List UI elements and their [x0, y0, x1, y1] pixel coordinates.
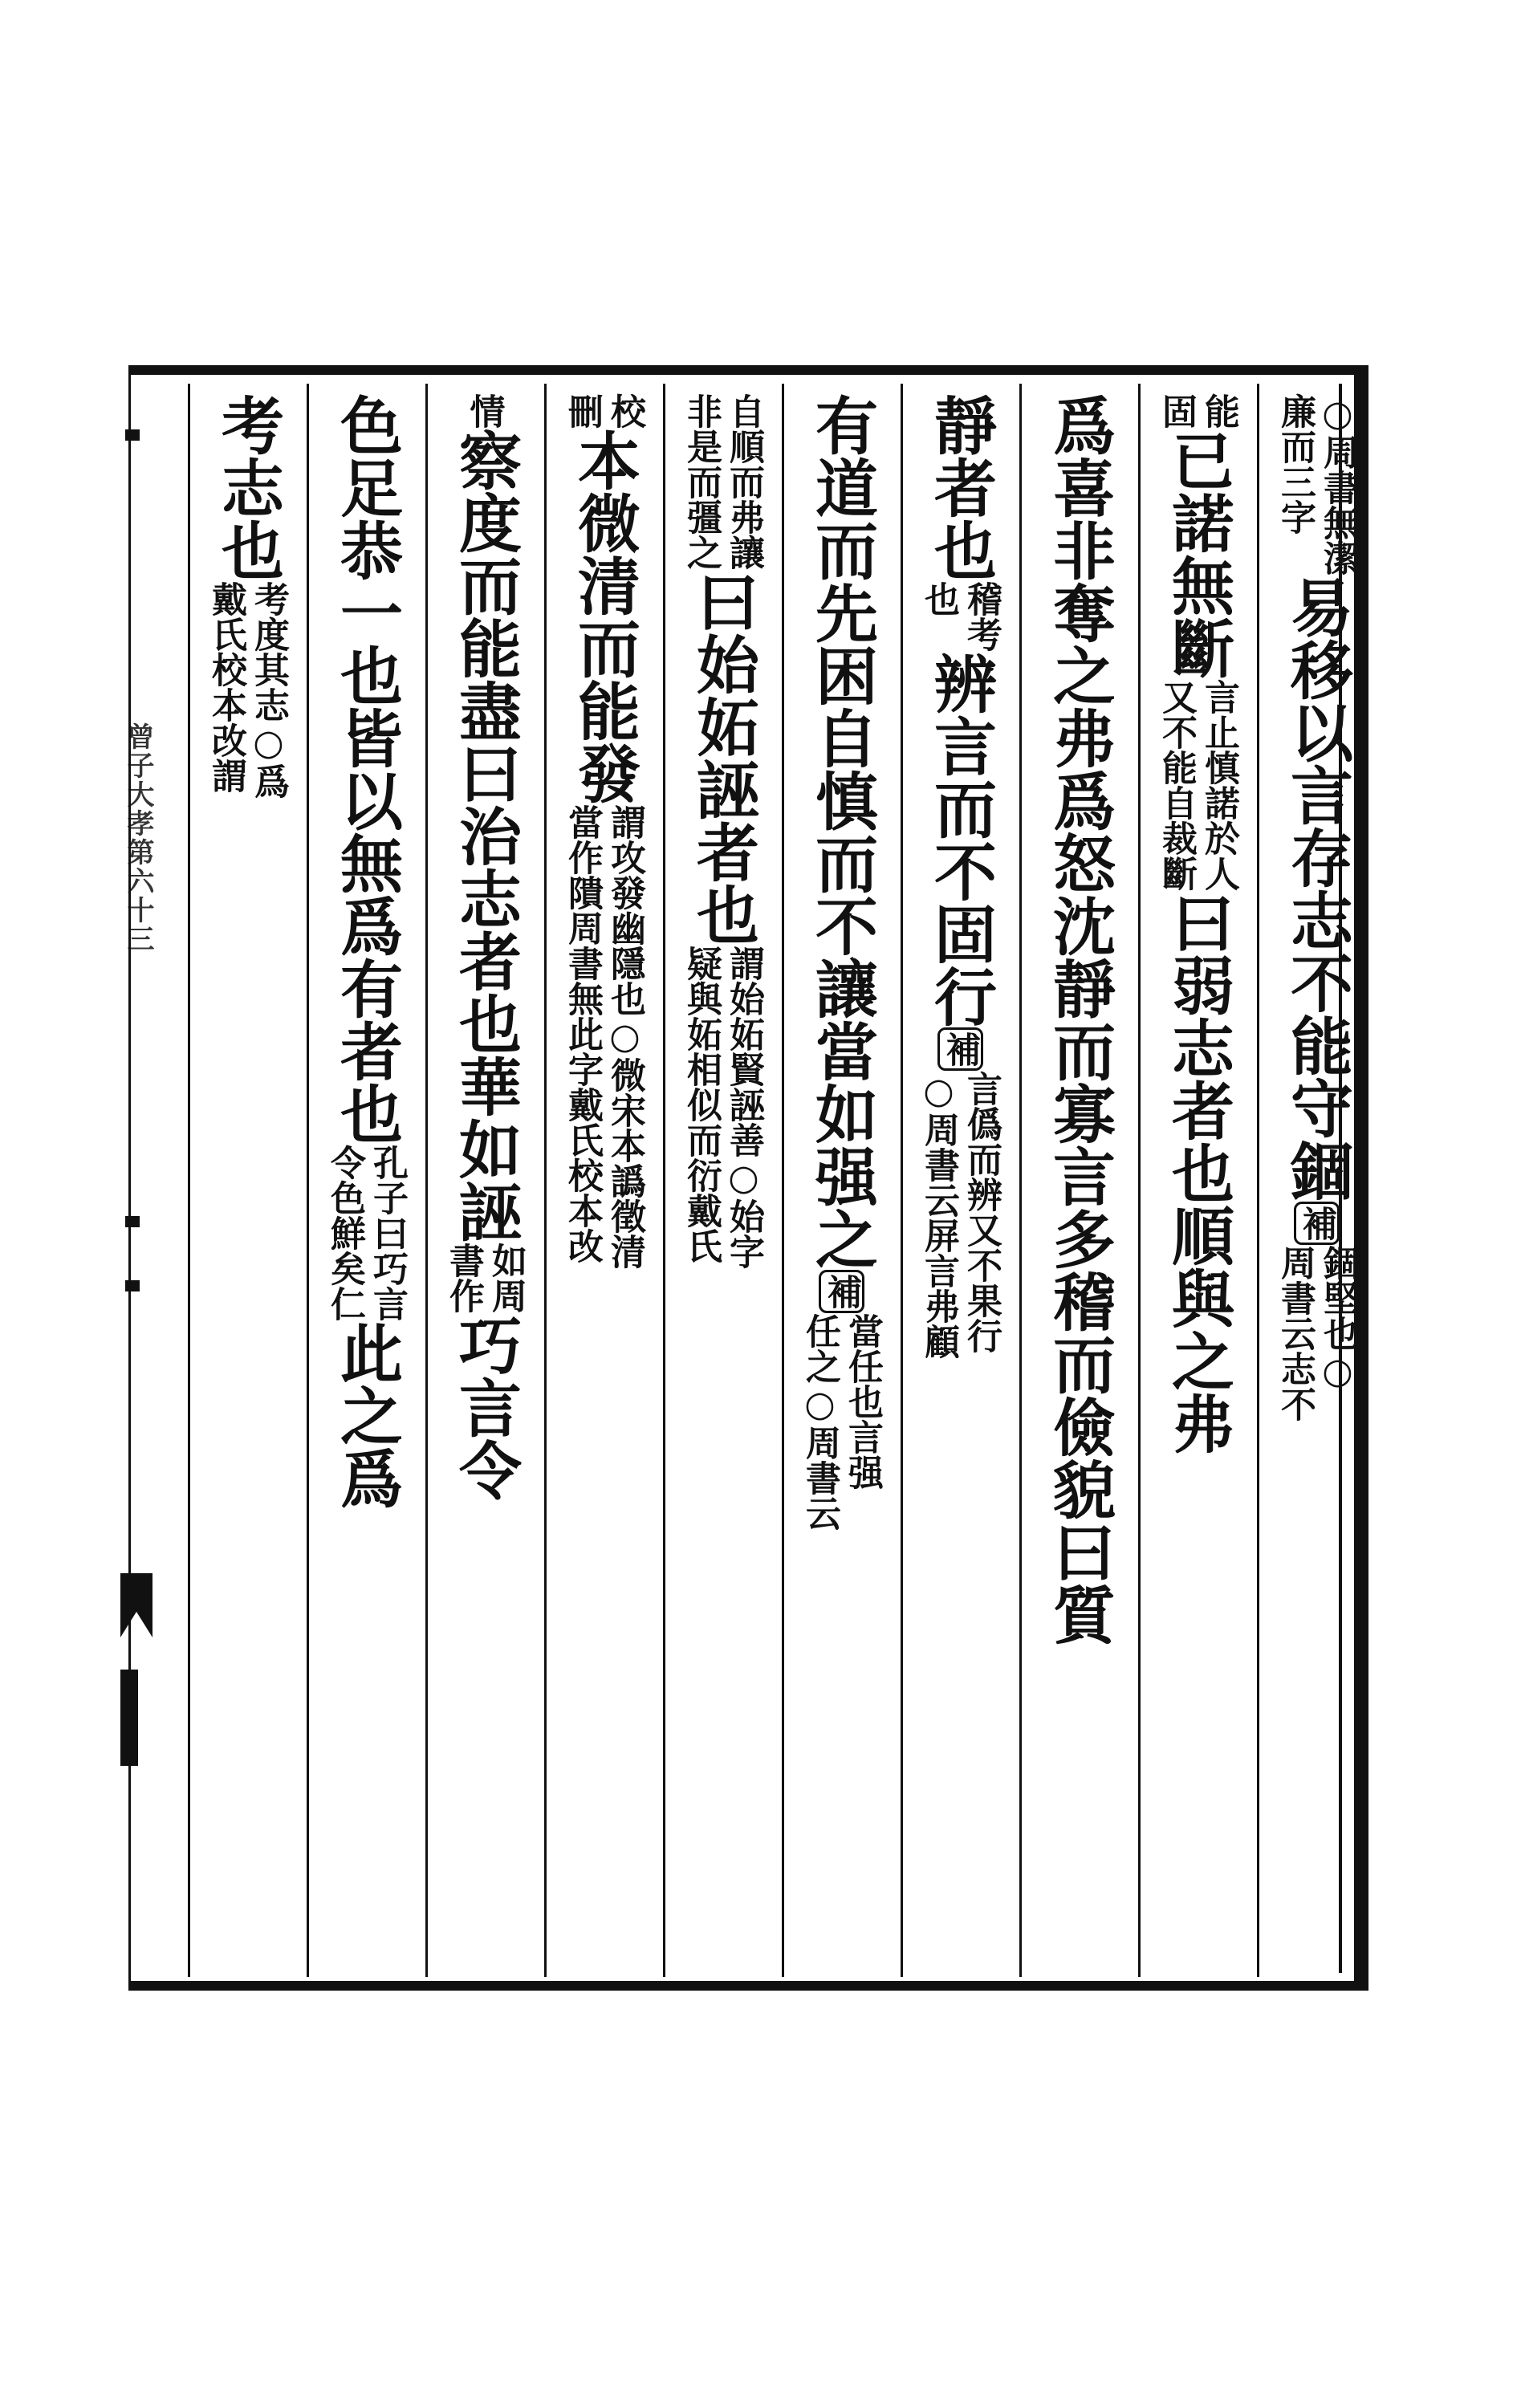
- commentary-pair: [1156, 393, 1239, 429]
- commentary-pair: [562, 804, 645, 1269]
- supplement-mark: 補: [937, 1027, 983, 1071]
- column-rule: [663, 384, 665, 1977]
- commentary-right: 考度其志○爲: [248, 581, 289, 799]
- main-text: 考志也: [211, 393, 284, 581]
- commentary-right: 如周: [486, 1243, 527, 1313]
- commentary-left: 廉而三字: [1275, 393, 1316, 535]
- main-text: 已諾無斷: [1161, 429, 1234, 679]
- commentary-pair: [918, 581, 1002, 652]
- commentary-pair: [443, 1243, 527, 1313]
- text-column: [912, 393, 1008, 1359]
- main-text: 有道而先困自慎而不讓當如强之: [805, 393, 878, 1270]
- column-rule: [307, 384, 309, 1977]
- main-text: 本: [567, 429, 640, 491]
- column-rule: [782, 384, 784, 1977]
- commentary-right: 稽考: [961, 581, 1002, 652]
- commentary-right: 當任也言强: [842, 1313, 883, 1490]
- column-rule: [188, 384, 190, 1977]
- commentary-left: 疑與妬相似而衍戴氏: [681, 946, 722, 1263]
- commentary-left: 當作隤周書無此字戴氏校本改: [562, 804, 603, 1263]
- commentary-left: 也: [918, 581, 959, 616]
- commentary-right: 謂攻發幽隱也○微宋本譌徵清: [604, 804, 645, 1269]
- main-text: 易移以言存志不能守錮: [1280, 576, 1353, 1202]
- folio-title: 曾子大孝第六十三: [122, 722, 154, 954]
- commentary-right: 言止慎諾於人: [1198, 679, 1239, 891]
- commentary-right: 錮堅也○: [1317, 1245, 1358, 1392]
- commentary-pair: [1156, 679, 1239, 891]
- commentary-pair: [799, 1313, 883, 1531]
- column-rule: [1138, 384, 1141, 1977]
- commentary-pair: [324, 1145, 408, 1321]
- commentary-right: 自順而弗讓: [723, 393, 764, 570]
- main-text: 曰弱志者也順與之弗: [1161, 891, 1234, 1454]
- text-column: [793, 393, 889, 1531]
- commentary-pair: [562, 393, 645, 429]
- commentary-left: 令色鮮矣仁: [324, 1145, 365, 1321]
- column-rule: [1019, 384, 1022, 1977]
- commentary-right: ○周書無潔: [1317, 393, 1358, 576]
- supplement-mark: 補: [1294, 1202, 1340, 1245]
- main-text: 巧言令: [449, 1313, 522, 1501]
- commentary-left: 又不能自裁斷: [1156, 679, 1197, 891]
- commentary-pair: [205, 581, 289, 799]
- commentary-left: 刪: [562, 393, 603, 429]
- main-text: 辨言而不固行: [924, 652, 997, 1027]
- supplement-mark: 補: [819, 1270, 864, 1313]
- commentary-right: 言僞而辨又不果行: [961, 1071, 1002, 1353]
- column-rule: [544, 384, 547, 1977]
- text-column: [674, 393, 771, 1269]
- margin-bottom-mark: [120, 1670, 138, 1766]
- commentary-right: 謂始妬賢誣善○始字: [723, 946, 764, 1269]
- commentary-left: 書作: [443, 1243, 484, 1313]
- text-column: [1031, 393, 1127, 1645]
- text-column: [555, 393, 652, 1269]
- column-rule: [901, 384, 903, 1977]
- main-text: 曰始妬誣者也: [686, 570, 759, 946]
- commentary-pair: [681, 393, 764, 570]
- commentary-right: 孔子曰巧言: [367, 1145, 408, 1321]
- commentary-left: 戴氏校本改謂: [205, 581, 246, 793]
- main-text: 微清而能發: [567, 491, 640, 804]
- text-column: [1149, 393, 1246, 1454]
- column-rule: [1257, 384, 1259, 1977]
- text-column: [437, 393, 533, 1501]
- commentary-pair: [681, 946, 764, 1269]
- main-text: 色足恭一也皆以無爲有者也: [330, 393, 403, 1145]
- text-column: [1268, 393, 1364, 1422]
- text-column: [199, 393, 295, 799]
- column-rule: [425, 384, 428, 1977]
- commentary-pair: [1275, 1245, 1358, 1422]
- commentary-pair: [464, 393, 506, 429]
- commentary-left: ○周書云屏言弗顧: [918, 1071, 959, 1359]
- commentary-pair: [918, 1071, 1002, 1359]
- commentary-right: 能: [1198, 393, 1239, 429]
- main-text: 此之爲: [330, 1321, 403, 1509]
- commentary-right: 校: [604, 393, 645, 429]
- text-column: [318, 393, 414, 1509]
- commentary-left: 周書云志不: [1275, 1245, 1316, 1422]
- commentary-left: 固: [1156, 393, 1197, 429]
- commentary-left: 情: [463, 393, 505, 429]
- main-text: 察度而能盡曰治志者也華如誣: [449, 429, 522, 1243]
- commentary-left: 任之○周書云: [799, 1313, 840, 1531]
- main-text: 靜者也: [924, 393, 997, 581]
- commentary-left: 非是而彊之: [681, 393, 722, 570]
- main-text: 爲喜非奪之弗爲怒沈靜而寡言多稽而儉貌曰質: [1043, 393, 1116, 1645]
- commentary-pair: [1275, 393, 1358, 576]
